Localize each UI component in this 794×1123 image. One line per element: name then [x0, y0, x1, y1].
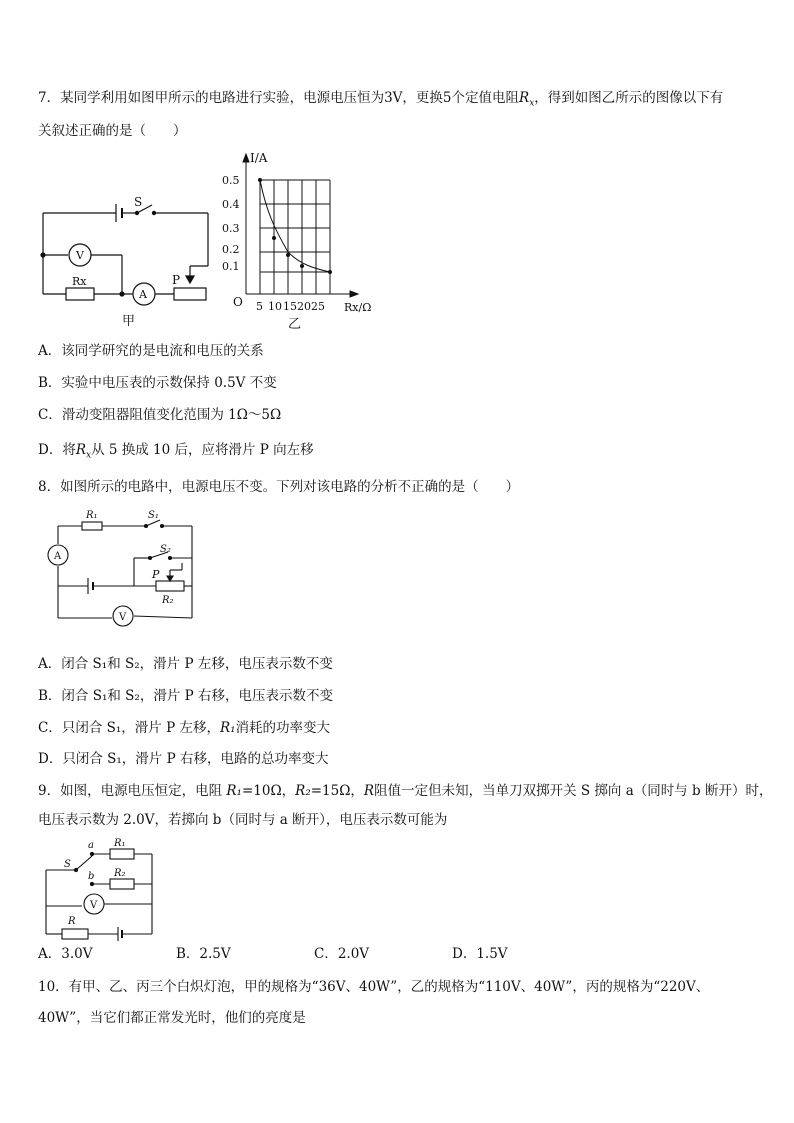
- svg-text:S₁: S₁: [148, 510, 159, 521]
- q9-option-d: D．1.5V: [452, 946, 508, 962]
- rheostat: [174, 288, 206, 300]
- svg-text:0.3: 0.3: [222, 222, 240, 235]
- svg-text:0.2: 0.2: [222, 243, 240, 256]
- graph-grid: [260, 180, 330, 294]
- svg-text:0.1: 0.1: [222, 260, 240, 273]
- svg-text:甲: 甲: [122, 314, 136, 329]
- q7-option-d: D．将$R_x$从 5 换成 10 后，应将滑片 P 向左移: [38, 442, 314, 461]
- svg-text:S₂: S₂: [160, 544, 171, 555]
- svg-text:O: O: [233, 295, 243, 309]
- q8-circuit: [46, 508, 206, 630]
- svg-text:R: R: [68, 916, 76, 927]
- resistor-r: [62, 929, 88, 939]
- svg-text:0.5: 0.5: [222, 174, 240, 187]
- q7-option-a: A．该同学研究的是电流和电压的关系: [38, 343, 264, 359]
- q8-option-b: B．闭合 S₁和 S₂，滑片 P 右移，电压表示数不变: [38, 688, 333, 704]
- svg-text:10: 10: [268, 300, 282, 313]
- resistor-r2: [110, 879, 134, 889]
- svg-text:R₂: R₂: [162, 595, 174, 606]
- switch-s-blade: [76, 856, 92, 870]
- q7-graph-yi: [222, 148, 390, 334]
- q9-stem-line2: 电压表示数为 2.0V，若掷向 b（同时与 a 断开），电压表示数可能为: [38, 812, 448, 828]
- svg-text:P: P: [152, 568, 160, 581]
- svg-text:Rx/Ω: Rx/Ω: [344, 301, 372, 314]
- rheostat-r2: [156, 581, 184, 591]
- svg-text:V: V: [90, 900, 98, 911]
- resistor-rx: [66, 288, 94, 300]
- svg-text:V: V: [76, 249, 84, 262]
- q7-stem-line1: 7．某同学利用如图甲所示的电路进行实验，电源电压恒为3V，更换5个定值电阻$R_x$，得到如图乙所示的图像以下有: [38, 90, 724, 109]
- svg-text:R₁: R₁: [114, 838, 126, 849]
- svg-text:S: S: [64, 859, 71, 870]
- q8-stem: 8．如图所示的电路中，电源电压不变。下列对该电路的分析不正确的是（ ）: [38, 479, 520, 495]
- q8-option-d: D．只闭合 S₁，滑片 P 右移，电路的总功率变大: [38, 751, 329, 767]
- q8-option-a: A．闭合 S₁和 S₂，滑片 P 左移，电压表示数不变: [38, 656, 333, 672]
- q9-stem-line1: 9．如图，电源电压恒定，电阻 R₁=10Ω，R₂=15Ω，R阻值一定但未知，当单刀双掷开关 S 掷向 a（同时与 b 断开）时，: [38, 783, 773, 799]
- resistor-r1: [82, 522, 102, 530]
- svg-text:I/A: I/A: [250, 151, 268, 165]
- q9-circuit: [40, 836, 170, 942]
- svg-text:b: b: [88, 871, 95, 882]
- graph-data-points: [258, 178, 332, 274]
- q9-option-b: B．2.5V: [176, 946, 231, 962]
- svg-text:R₁: R₁: [86, 510, 98, 521]
- rx-symbol: R: [519, 90, 530, 106]
- q10-stem-line2: 40W”，当它们都正常发光时，他们的亮度是: [38, 1010, 306, 1026]
- i-r-curve: [260, 180, 330, 272]
- q9-option-a: A．3.0V: [38, 946, 93, 962]
- q7-option-c: C．滑动变阻器阻值变化范围为 1Ω～5Ω: [38, 407, 282, 423]
- svg-text:乙: 乙: [288, 317, 302, 332]
- svg-text:15: 15: [283, 300, 297, 313]
- q7-stem-line2: 关叙述正确的是（ ）: [38, 123, 187, 139]
- svg-text:5: 5: [256, 300, 263, 313]
- svg-text:R₂: R₂: [114, 868, 126, 879]
- svg-text:A: A: [54, 551, 62, 562]
- q7-option-b: B．实验中电压表的示数保持 0.5V 不变: [38, 375, 277, 391]
- svg-text:P: P: [172, 273, 181, 287]
- svg-text:Rx: Rx: [72, 275, 87, 288]
- svg-text:0.4: 0.4: [222, 198, 240, 211]
- q7-circuit-jia: [38, 188, 218, 328]
- svg-text:S: S: [134, 195, 143, 209]
- svg-text:V: V: [119, 612, 127, 623]
- q9-option-c: C．2.0V: [314, 946, 370, 962]
- svg-text:25: 25: [311, 300, 325, 313]
- q10-stem-line1: 10．有甲、乙、丙三个白炽灯泡，甲的规格为“36V、40W”，乙的规格为“110V、40W”，丙的规格为“220V、: [38, 979, 710, 995]
- svg-text:20: 20: [297, 300, 311, 313]
- resistor-r1: [110, 849, 134, 859]
- svg-text:A: A: [139, 288, 147, 301]
- q8-option-c: C．只闭合 S₁，滑片 P 左移，R₁消耗的功率变大: [38, 720, 331, 736]
- svg-text:a: a: [88, 840, 94, 851]
